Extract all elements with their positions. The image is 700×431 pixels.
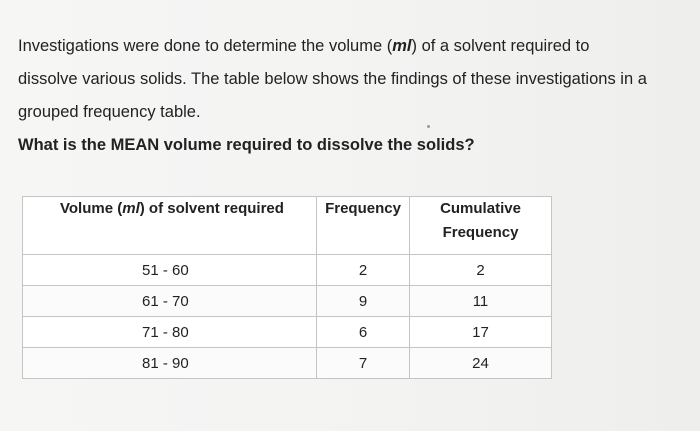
header-volume-unit: ml: [122, 200, 140, 217]
table-header-row: [23, 197, 552, 255]
cell-volume: 71 - 80: [23, 317, 317, 348]
question-line-1: [18, 30, 678, 63]
table-row: [23, 286, 552, 317]
header-cumulative-line1: Cumulative: [440, 200, 521, 217]
cell-volume: 61 - 70: [23, 286, 317, 317]
cell-frequency: 7: [317, 348, 410, 379]
cell-volume: 81 - 90: [23, 348, 317, 379]
table-row: [23, 255, 552, 286]
header-cumulative-line2: Frequency: [442, 224, 519, 241]
header-frequency: Frequency: [317, 197, 410, 255]
cell-cumulative: 17: [410, 317, 552, 348]
grouped-frequency-table: [22, 196, 552, 379]
question-line-1-end: ) of a solvent required to: [411, 37, 590, 55]
cell-volume: 51 - 60: [23, 255, 317, 286]
table-row: [23, 348, 552, 379]
cell-cumulative: 24: [410, 348, 552, 379]
header-volume-end: ) of solvent required: [139, 200, 284, 217]
question-text: [18, 30, 678, 162]
question-line-2: dissolve various solids. The table below shows the findings of these investigations in a: [18, 70, 647, 88]
header-volume-start: Volume (: [60, 200, 123, 217]
unit-ml: ml: [392, 37, 412, 55]
header-volume: [23, 197, 317, 255]
cell-frequency: 6: [317, 317, 410, 348]
question-prompt: What is the MEAN volume required to dissolve the solids?: [18, 136, 475, 154]
question-line-1-start: Investigations were done to determine the volume (: [18, 37, 393, 55]
question-line-3: grouped frequency table.: [18, 103, 201, 121]
table-row: [23, 317, 552, 348]
cell-cumulative: 2: [410, 255, 552, 286]
header-cumulative: [410, 197, 552, 255]
cell-frequency: 9: [317, 286, 410, 317]
cell-cumulative: 11: [410, 286, 552, 317]
stray-dot: [427, 125, 430, 128]
cell-frequency: 2: [317, 255, 410, 286]
